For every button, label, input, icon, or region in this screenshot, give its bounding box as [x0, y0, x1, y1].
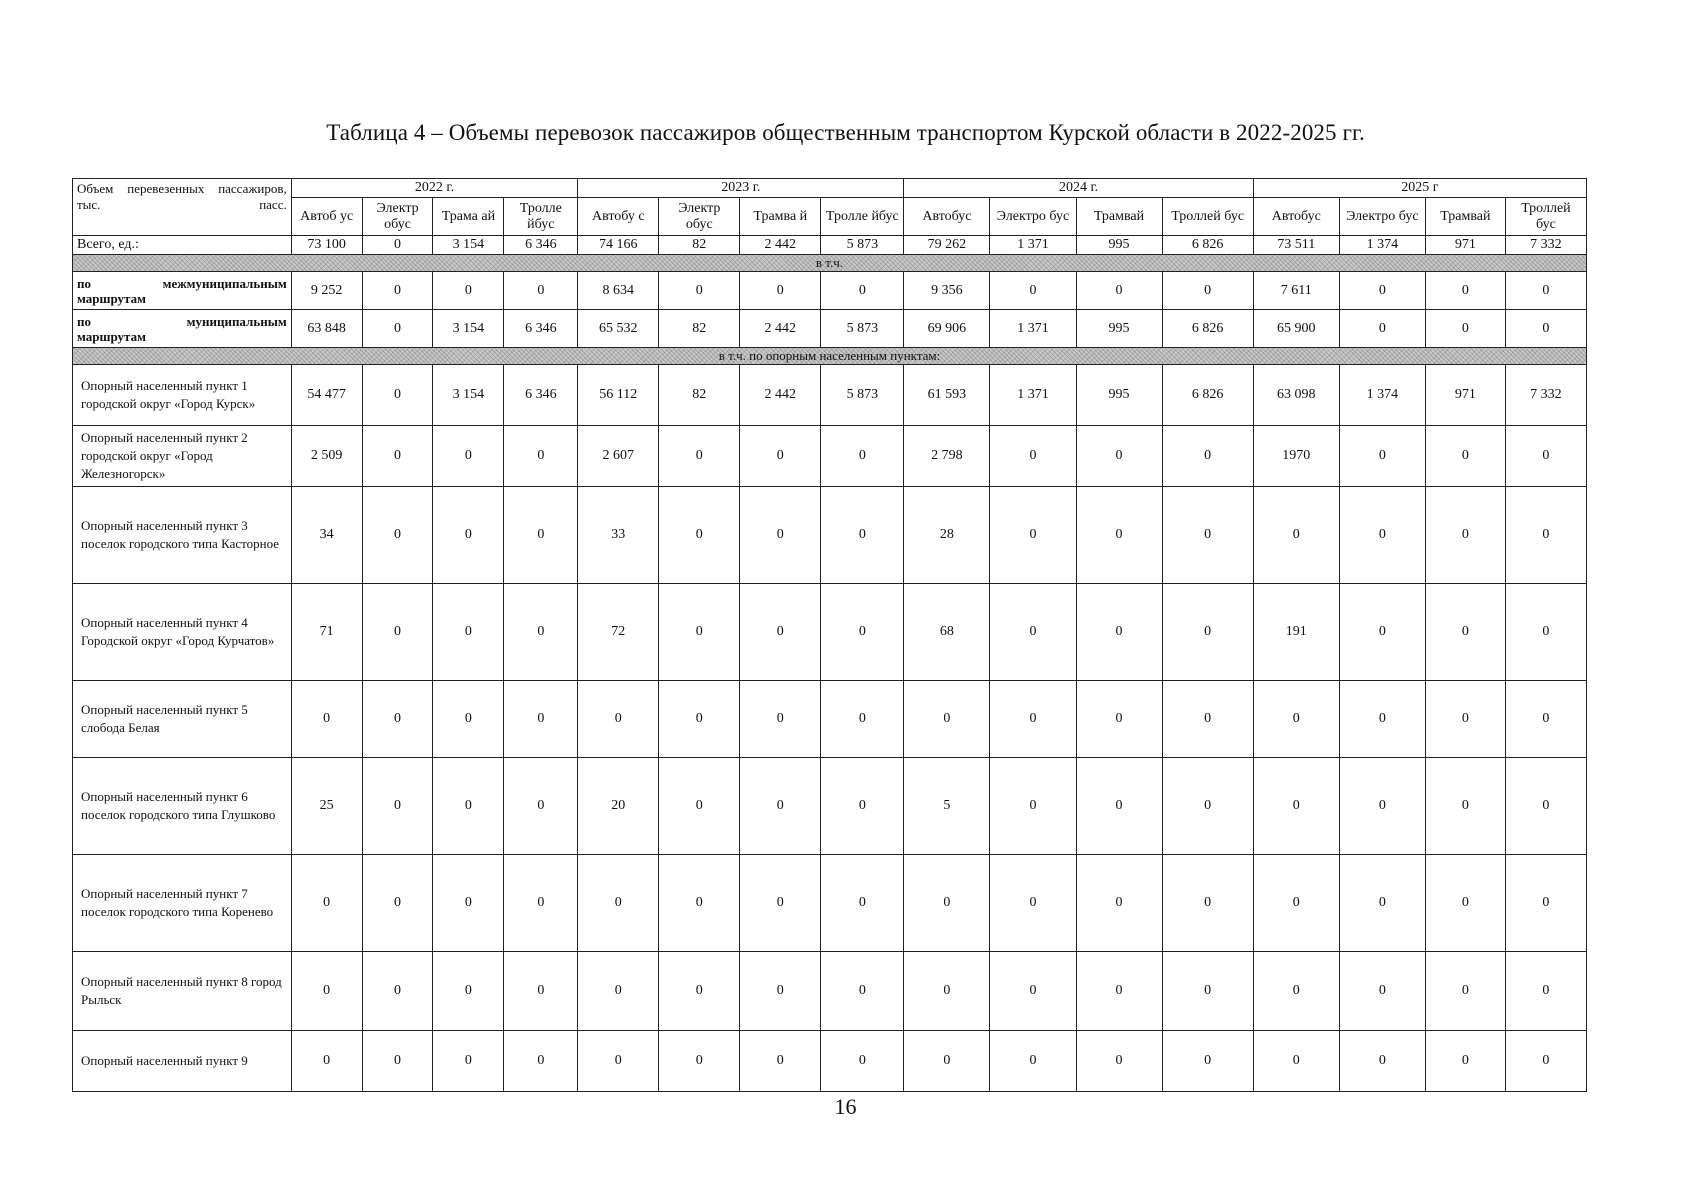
corner-label-text: Объем перевезенных пассажиров, тыс. пасс.: [77, 181, 287, 212]
table-cell: 0: [990, 855, 1076, 952]
row-label: Опорный населенный пункт 7 поселок городского типа Коренево: [73, 855, 292, 952]
table-cell: 0: [1339, 758, 1425, 855]
table-cell: 69 906: [904, 310, 990, 348]
table-cell: 0: [821, 952, 904, 1031]
table-cell: 0: [1076, 952, 1162, 1031]
section-band: [73, 348, 1587, 365]
table-cell: 0: [578, 952, 659, 1031]
table-cell: 0: [578, 1031, 659, 1092]
table-cell: 65 532: [578, 310, 659, 348]
vehicle-type-header: Электр обус: [659, 198, 740, 236]
table-cell: 0: [740, 855, 821, 952]
table-cell: 0: [362, 681, 433, 758]
table-cell: 0: [1505, 1031, 1586, 1092]
table-cell: 7 332: [1505, 236, 1586, 255]
table-cell: 61 593: [904, 365, 990, 426]
table-row: [73, 487, 1587, 584]
table-cell: 0: [1076, 1031, 1162, 1092]
table-cell: 0: [1505, 758, 1586, 855]
table-row: [73, 584, 1587, 681]
table-cell: 0: [362, 365, 433, 426]
table-cell: 0: [1076, 584, 1162, 681]
table-cell: 73 100: [291, 236, 362, 255]
table-cell: 6 826: [1162, 236, 1253, 255]
table-cell: 0: [1339, 584, 1425, 681]
table-cell: 0: [1162, 681, 1253, 758]
table-cell: 82: [659, 365, 740, 426]
table-cell: 0: [1425, 310, 1505, 348]
table-cell: 5: [904, 758, 990, 855]
row-label: Опорный населенный пункт 9: [73, 1031, 292, 1092]
table-cell: 0: [659, 584, 740, 681]
table-cell: 0: [904, 952, 990, 1031]
table-cell: 0: [1505, 584, 1586, 681]
table-cell: 6 826: [1162, 310, 1253, 348]
table-cell: 0: [1425, 487, 1505, 584]
table-cell: 0: [1253, 758, 1339, 855]
table-cell: 3 154: [433, 236, 504, 255]
table-cell: 0: [1339, 855, 1425, 952]
page-number: 16: [834, 1094, 857, 1119]
table-cell: 5 873: [821, 310, 904, 348]
table-cell: 7 611: [1253, 272, 1339, 310]
table-cell: 0: [433, 272, 504, 310]
table-cell: 0: [990, 952, 1076, 1031]
table-cell: 0: [1162, 1031, 1253, 1092]
table-row: [73, 426, 1587, 487]
table-cell: 0: [578, 855, 659, 952]
table-cell: 0: [1505, 487, 1586, 584]
table-cell: 0: [740, 487, 821, 584]
table-cell: 20: [578, 758, 659, 855]
table-cell: 82: [659, 310, 740, 348]
table-cell: 0: [1162, 952, 1253, 1031]
table-cell: 63 098: [1253, 365, 1339, 426]
table-cell: 0: [1425, 758, 1505, 855]
table-cell: 0: [504, 584, 578, 681]
table-cell: 0: [291, 855, 362, 952]
table-cell: 71: [291, 584, 362, 681]
section-band-label: в т.ч.: [73, 255, 1587, 272]
table-cell: 191: [1253, 584, 1339, 681]
corner-label: [73, 179, 292, 236]
table-cell: 9 356: [904, 272, 990, 310]
table-cell: 0: [1425, 855, 1505, 952]
table-cell: 0: [1339, 310, 1425, 348]
header-row-years: [73, 179, 1587, 198]
table-cell: 0: [578, 681, 659, 758]
table-cell: 9 252: [291, 272, 362, 310]
table-cell: 0: [362, 855, 433, 952]
table-cell: 0: [1505, 855, 1586, 952]
table-row: [73, 1031, 1587, 1092]
table-row: [73, 681, 1587, 758]
table-cell: 0: [433, 681, 504, 758]
table-cell: 0: [740, 758, 821, 855]
table-cell: 995: [1076, 310, 1162, 348]
table-cell: 2 509: [291, 426, 362, 487]
table-cell: 0: [1339, 487, 1425, 584]
table-cell: 1 371: [990, 365, 1076, 426]
table-cell: 5 873: [821, 365, 904, 426]
table-cell: 0: [821, 855, 904, 952]
table-cell: 0: [291, 681, 362, 758]
table-cell: 0: [1253, 952, 1339, 1031]
row-label: [73, 310, 292, 348]
table-cell: 0: [291, 952, 362, 1031]
table-cell: 0: [1076, 272, 1162, 310]
table-cell: 1 374: [1339, 365, 1425, 426]
table-cell: 0: [433, 1031, 504, 1092]
table-cell: 0: [659, 426, 740, 487]
vehicle-type-header: Автобус: [904, 198, 990, 236]
passenger-volume-table: [72, 178, 1587, 1092]
vehicle-type-header: Троллей бус: [1505, 198, 1586, 236]
table-cell: 0: [1505, 310, 1586, 348]
table-cell: 0: [740, 272, 821, 310]
table-cell: 3 154: [433, 310, 504, 348]
row-label: [73, 272, 292, 310]
table-cell: 995: [1076, 236, 1162, 255]
table-cell: 0: [433, 758, 504, 855]
table-cell: 0: [821, 584, 904, 681]
table-cell: 0: [362, 236, 433, 255]
table-cell: 0: [990, 272, 1076, 310]
table-cell: 28: [904, 487, 990, 584]
table-cell: 0: [504, 855, 578, 952]
table-cell: 0: [504, 487, 578, 584]
table-cell: 0: [740, 1031, 821, 1092]
vehicle-type-header: Трамвай: [1425, 198, 1505, 236]
table-cell: 0: [291, 1031, 362, 1092]
table-row: [73, 758, 1587, 855]
table-cell: 0: [1162, 758, 1253, 855]
table-cell: 65 900: [1253, 310, 1339, 348]
section-band-label: в т.ч. по опорным населенным пунктам:: [73, 348, 1587, 365]
page-title: Таблица 4 – Объемы перевозок пассажиров общественным транспортом Курской области в 2022-2025 гг.: [326, 120, 1365, 145]
table-row: [73, 272, 1587, 310]
table-cell: 0: [1253, 681, 1339, 758]
table-cell: 0: [1339, 272, 1425, 310]
table-cell: 56 112: [578, 365, 659, 426]
table-cell: 0: [740, 426, 821, 487]
table-cell: 0: [1425, 952, 1505, 1031]
table-cell: 0: [990, 681, 1076, 758]
table-cell: 0: [1076, 855, 1162, 952]
table-cell: 0: [1339, 681, 1425, 758]
table-cell: 0: [433, 487, 504, 584]
table-cell: 0: [740, 681, 821, 758]
row-label: Опорный населенный пункт 1 городской округ «Город Курск»: [73, 365, 292, 426]
table-cell: 0: [740, 584, 821, 681]
row-label: Опорный населенный пункт 6 поселок городского типа Глушково: [73, 758, 292, 855]
table-cell: 0: [362, 310, 433, 348]
table-cell: 0: [990, 426, 1076, 487]
table-cell: 0: [1425, 584, 1505, 681]
table-cell: 0: [1339, 952, 1425, 1031]
vehicle-type-header: Тролле йбус: [504, 198, 578, 236]
table-cell: 6 826: [1162, 365, 1253, 426]
table-cell: 0: [1253, 855, 1339, 952]
table-cell: 0: [1505, 426, 1586, 487]
table-cell: 0: [990, 758, 1076, 855]
table-row: [73, 310, 1587, 348]
table-cell: 0: [904, 1031, 990, 1092]
table-cell: 0: [1425, 681, 1505, 758]
table-cell: 0: [1339, 1031, 1425, 1092]
table-cell: 0: [433, 426, 504, 487]
row-label-line: маршрутам: [77, 328, 146, 344]
table-cell: 995: [1076, 365, 1162, 426]
table-cell: 7 332: [1505, 365, 1586, 426]
table-cell: 2 442: [740, 310, 821, 348]
table-cell: 0: [1253, 487, 1339, 584]
vehicle-type-header: Электро бус: [1339, 198, 1425, 236]
table-cell: 1 374: [1339, 236, 1425, 255]
vehicle-type-header: Электро бус: [990, 198, 1076, 236]
table-cell: 0: [504, 426, 578, 487]
table-cell: 0: [1076, 681, 1162, 758]
table-cell: 0: [659, 855, 740, 952]
table-cell: 0: [990, 584, 1076, 681]
table-cell: 0: [821, 426, 904, 487]
table-cell: 0: [904, 855, 990, 952]
table-cell: 2 607: [578, 426, 659, 487]
vehicle-type-header: Тролле йбус: [821, 198, 904, 236]
table-cell: 0: [904, 681, 990, 758]
section-band: [73, 255, 1587, 272]
vehicle-type-header: Трамва й: [740, 198, 821, 236]
table-cell: 0: [821, 1031, 904, 1092]
table-cell: 1 371: [990, 310, 1076, 348]
table-cell: 0: [504, 952, 578, 1031]
vehicle-type-header: Автобус: [1253, 198, 1339, 236]
table-cell: 2 442: [740, 365, 821, 426]
table-cell: 0: [504, 681, 578, 758]
vehicle-type-header: Троллей бус: [1162, 198, 1253, 236]
row-label: Опорный населенный пункт 8 город Рыльск: [73, 952, 292, 1031]
table-cell: 6 346: [504, 365, 578, 426]
table-cell: 0: [659, 952, 740, 1031]
table-cell: 33: [578, 487, 659, 584]
table-cell: 1 371: [990, 236, 1076, 255]
row-label: Опорный населенный пункт 3 поселок городского типа Касторное: [73, 487, 292, 584]
table-cell: 2 442: [740, 236, 821, 255]
vehicle-type-header: Трамвай: [1076, 198, 1162, 236]
table-cell: 8 634: [578, 272, 659, 310]
row-label: Опорный населенный пункт 4 Городской округ «Город Курчатов»: [73, 584, 292, 681]
table-cell: 0: [821, 487, 904, 584]
table-cell: 0: [433, 952, 504, 1031]
table-cell: 6 346: [504, 310, 578, 348]
table-cell: 0: [659, 758, 740, 855]
table-row: [73, 855, 1587, 952]
table-cell: 0: [1162, 855, 1253, 952]
year-header: 2025 г: [1253, 179, 1586, 198]
row-label: Опорный населенный пункт 2 городской округ «Город Железногорск»: [73, 426, 292, 487]
table-row: [73, 365, 1587, 426]
table-cell: 971: [1425, 236, 1505, 255]
table-cell: 0: [1339, 426, 1425, 487]
table-cell: 0: [504, 1031, 578, 1092]
table-cell: 0: [1505, 681, 1586, 758]
table-cell: 0: [1076, 487, 1162, 584]
table-cell: 0: [1162, 272, 1253, 310]
table-cell: 0: [362, 758, 433, 855]
vehicle-type-header: Автоб ус: [291, 198, 362, 236]
table-cell: 0: [1162, 487, 1253, 584]
table-cell: 0: [1162, 584, 1253, 681]
table-cell: 63 848: [291, 310, 362, 348]
year-header: 2022 г.: [291, 179, 578, 198]
table-cell: 971: [1425, 365, 1505, 426]
table-cell: 0: [740, 952, 821, 1031]
total-row-label: Всего, ед.:: [73, 236, 292, 255]
table-cell: 0: [1253, 1031, 1339, 1092]
year-header: 2023 г.: [578, 179, 904, 198]
year-header: 2024 г.: [904, 179, 1253, 198]
table-cell: 72: [578, 584, 659, 681]
table-cell: 5 873: [821, 236, 904, 255]
table-cell: 6 346: [504, 236, 578, 255]
table-row: [73, 952, 1587, 1031]
table-cell: 0: [1076, 758, 1162, 855]
table-cell: 0: [1505, 952, 1586, 1031]
table-cell: 73 511: [1253, 236, 1339, 255]
table-cell: 0: [362, 1031, 433, 1092]
table-cell: 0: [990, 487, 1076, 584]
table-cell: 0: [433, 855, 504, 952]
table-cell: 2 798: [904, 426, 990, 487]
table-cell: 0: [821, 681, 904, 758]
row-label-line: по межмуниципальным: [77, 275, 287, 291]
row-label: Опорный населенный пункт 5 слобода Белая: [73, 681, 292, 758]
table-cell: 25: [291, 758, 362, 855]
table-cell: 82: [659, 236, 740, 255]
table-cell: 0: [504, 272, 578, 310]
table-cell: 0: [1505, 272, 1586, 310]
table-cell: 0: [362, 426, 433, 487]
table-cell: 68: [904, 584, 990, 681]
vehicle-type-header: Автобу с: [578, 198, 659, 236]
table-cell: 34: [291, 487, 362, 584]
total-row: [73, 236, 1587, 255]
table-cell: 0: [433, 584, 504, 681]
table-cell: 0: [1425, 272, 1505, 310]
vehicle-type-header: Трама ай: [433, 198, 504, 236]
row-label-line: маршрутам: [77, 290, 146, 306]
table-cell: 0: [362, 272, 433, 310]
row-label-line: по муниципальным: [77, 313, 287, 329]
table-cell: 0: [659, 1031, 740, 1092]
table-cell: 0: [659, 487, 740, 584]
table-cell: 0: [362, 584, 433, 681]
table-cell: 0: [362, 487, 433, 584]
table-cell: 0: [659, 272, 740, 310]
header-row-vehicle-types: [73, 198, 1587, 236]
table-cell: 0: [990, 1031, 1076, 1092]
table-cell: 74 166: [578, 236, 659, 255]
vehicle-type-header: Электр обус: [362, 198, 433, 236]
table-cell: 0: [362, 952, 433, 1031]
table-cell: 3 154: [433, 365, 504, 426]
table-cell: 54 477: [291, 365, 362, 426]
table-cell: 0: [1162, 426, 1253, 487]
table-cell: 0: [659, 681, 740, 758]
table-cell: 0: [1076, 426, 1162, 487]
table-cell: 0: [1425, 1031, 1505, 1092]
table-cell: 0: [821, 272, 904, 310]
table-cell: 1970: [1253, 426, 1339, 487]
table-cell: 0: [821, 758, 904, 855]
table-cell: 79 262: [904, 236, 990, 255]
table-cell: 0: [504, 758, 578, 855]
table-cell: 0: [1425, 426, 1505, 487]
